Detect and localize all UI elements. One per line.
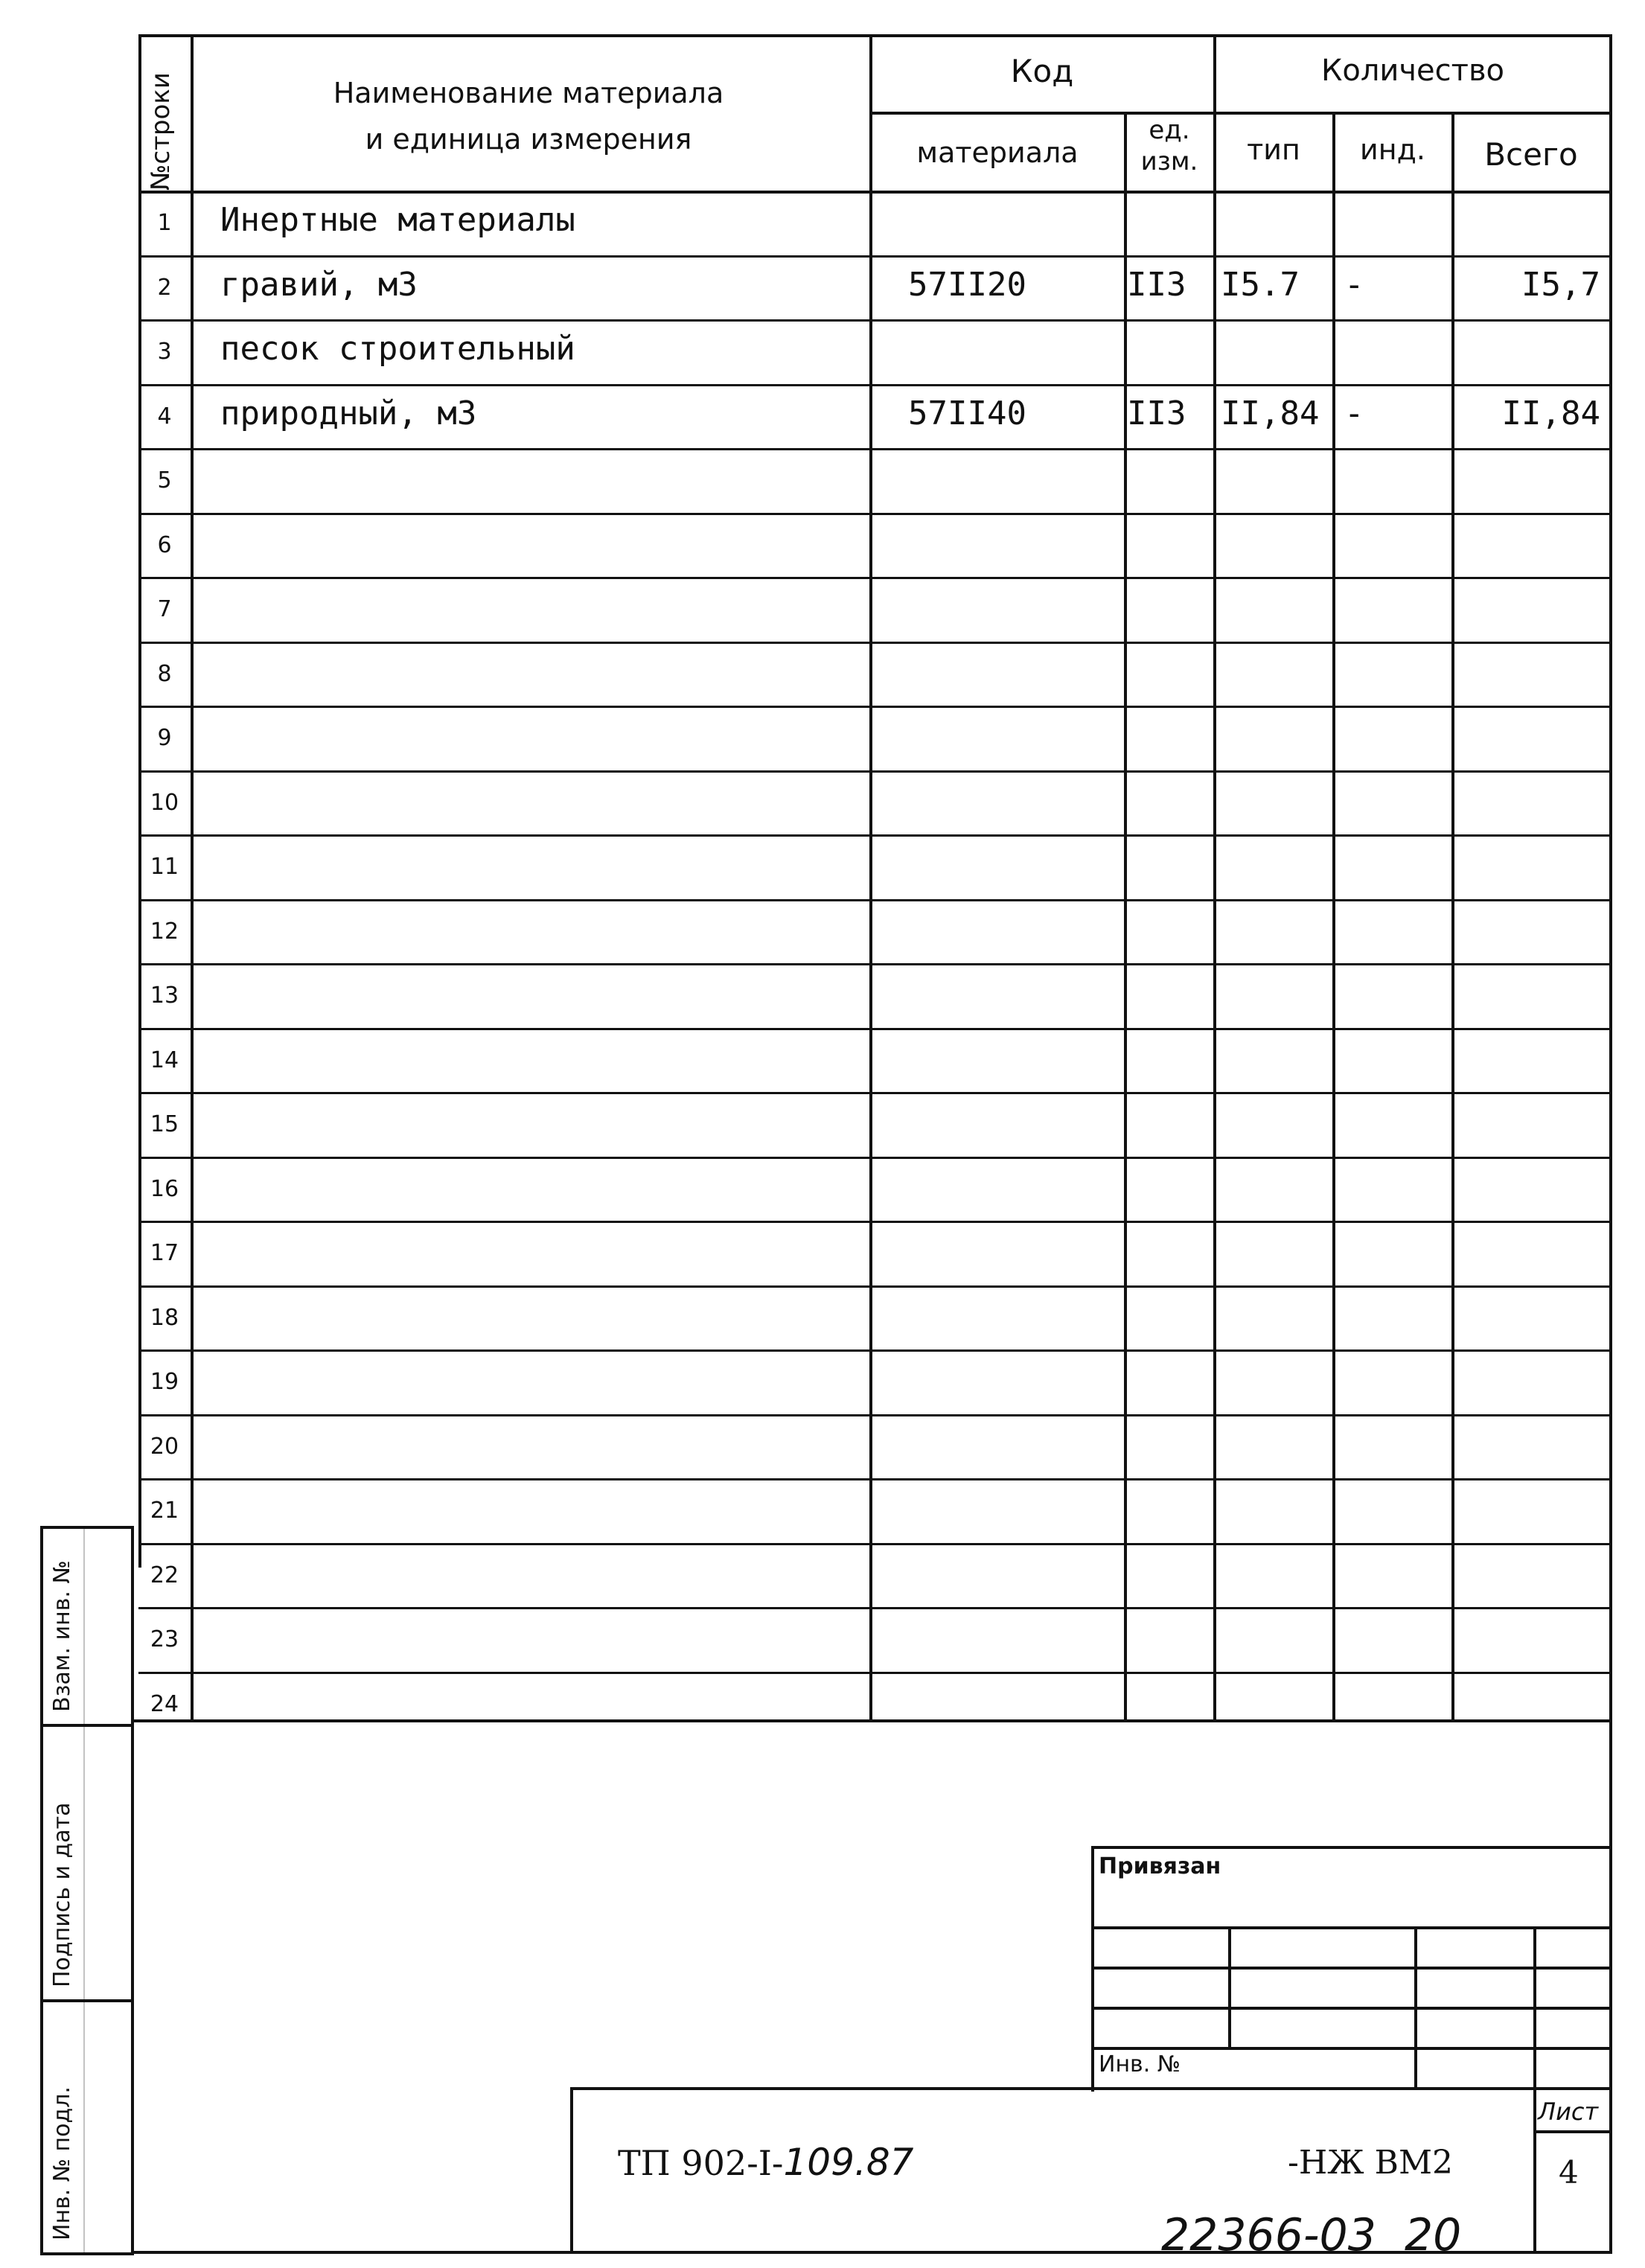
row-separator — [138, 642, 1612, 644]
frame-top — [138, 34, 1612, 37]
tb-main-left — [570, 2087, 573, 2252]
header-ind: инд. — [1360, 133, 1425, 166]
cell-unit: II3 — [1127, 265, 1186, 304]
header-code: Код — [1010, 53, 1074, 89]
row-number: 18 — [150, 1304, 179, 1331]
row-separator — [138, 384, 1612, 386]
row-number: 3 — [157, 339, 172, 365]
tb-sheet-label: Лист — [1538, 2098, 1599, 2126]
row-number: 19 — [150, 1369, 179, 1395]
row-separator — [138, 770, 1612, 773]
row-separator — [138, 319, 1612, 322]
margin-vzam: Взам. инв. № — [49, 1560, 75, 1712]
row-number: 23 — [150, 1626, 179, 1652]
tb-main-top — [570, 2087, 1612, 2090]
tb-top — [1091, 1846, 1612, 1849]
tb-sheet-split — [1533, 2130, 1612, 2133]
tb-doc-code-group — [618, 2141, 913, 2184]
margin-top — [40, 1526, 132, 1529]
row-number: 1 — [157, 210, 172, 236]
cell-total: I5,7 — [1521, 265, 1600, 304]
tb-doc-code-handwritten: 109.87 — [783, 2141, 914, 2184]
header-name-line1: Наименование материала — [333, 77, 724, 109]
row-number: 24 — [150, 1690, 179, 1717]
header-material: материала — [916, 136, 1079, 169]
row-separator — [138, 448, 1612, 450]
row-separator — [138, 513, 1612, 515]
row-separator — [138, 1092, 1612, 1094]
tb-inv-no: Инв. № — [1099, 2051, 1181, 2077]
row-number: 10 — [150, 789, 179, 816]
frame-right — [1609, 34, 1612, 2252]
cell-total: II,84 — [1501, 394, 1600, 432]
cell-code: 57II20 — [908, 265, 1026, 304]
row-number: 7 — [157, 596, 172, 622]
row-separator — [138, 577, 1612, 579]
col-line-type — [1213, 34, 1216, 1721]
margin-outer-edge — [83, 1526, 85, 2255]
cell-unit: II3 — [1127, 394, 1186, 432]
row-number: 21 — [150, 1498, 179, 1524]
header-quantity: Количество — [1320, 54, 1504, 88]
row-separator — [138, 1157, 1612, 1159]
cell-name: Инертные материалы — [220, 201, 575, 239]
tb-sheet-no: 4 — [1559, 2154, 1579, 2191]
header-name-line2: и единица измерения — [365, 123, 692, 156]
row-separator — [138, 963, 1612, 965]
cell-name: песок строительный — [220, 330, 575, 368]
row-separator — [138, 899, 1612, 901]
cell-type: I5.7 — [1221, 265, 1300, 304]
footer-handwritten-number: 22366-03 20 — [1161, 2209, 1462, 2261]
margin-inner-line — [40, 1526, 43, 2255]
cell-type: II,84 — [1221, 394, 1320, 432]
row-separator — [138, 255, 1612, 258]
margin-split-2 — [40, 1999, 132, 2002]
row-number: 16 — [150, 1175, 179, 1202]
tb-doc-suffix: -НЖ ВМ2 — [1288, 2144, 1454, 2182]
row-separator — [138, 1349, 1612, 1352]
header-bottom-line — [138, 191, 1612, 194]
header-mid-line — [869, 112, 1612, 115]
margin-podpis: Подпись и дата — [49, 1802, 75, 1987]
row-separator — [138, 1414, 1612, 1416]
row-separator — [138, 1672, 1612, 1674]
margin-bottom — [40, 2252, 132, 2255]
row-separator — [138, 1478, 1612, 1480]
margin-split-1 — [40, 1724, 132, 1727]
header-total: Всего — [1484, 136, 1578, 173]
row-number: 13 — [150, 983, 179, 1009]
cell-ind: - — [1344, 265, 1364, 304]
row-number: 6 — [157, 531, 172, 558]
row-number: 4 — [157, 403, 172, 429]
row-separator — [138, 1543, 1612, 1545]
cell-ind: - — [1344, 394, 1364, 432]
row-number: 14 — [150, 1047, 179, 1073]
row-separator — [138, 1607, 1612, 1609]
row-separator — [138, 706, 1612, 708]
header-row-no: №строки — [146, 72, 176, 191]
row-number: 15 — [150, 1111, 179, 1137]
tb-col-2 — [1414, 1926, 1417, 2090]
header-unit-line2: изм. — [1140, 147, 1198, 176]
row-number: 8 — [157, 660, 172, 687]
col-line-num — [191, 34, 194, 1721]
row-number: 2 — [157, 274, 172, 301]
row-number: 5 — [157, 467, 172, 493]
row-separator — [138, 1285, 1612, 1288]
row-separator — [138, 1028, 1612, 1030]
row-number: 12 — [150, 918, 179, 945]
row-separator — [138, 834, 1612, 837]
cell-name: природный, м3 — [220, 394, 477, 432]
margin-outer-line — [131, 1526, 134, 2255]
tb-doc-code: ТП 902-I- — [618, 2143, 784, 2183]
cell-name: гравий, м3 — [220, 265, 418, 304]
tb-privyazan: Привязан — [1099, 1853, 1221, 1879]
row-number: 20 — [150, 1433, 179, 1460]
row-separator — [138, 1221, 1612, 1223]
tb-col-1 — [1228, 1926, 1231, 2047]
margin-inv-podl: Инв. № подл. — [49, 2086, 75, 2240]
row-number: 17 — [150, 1240, 179, 1266]
header-unit-line1: ед. — [1149, 115, 1190, 145]
col-line-code — [869, 34, 872, 1721]
row-number: 11 — [150, 854, 179, 880]
row-number: 9 — [157, 725, 172, 751]
header-type: тип — [1247, 133, 1300, 166]
row-number: 22 — [150, 1562, 179, 1588]
cell-code: 57II40 — [908, 394, 1026, 432]
